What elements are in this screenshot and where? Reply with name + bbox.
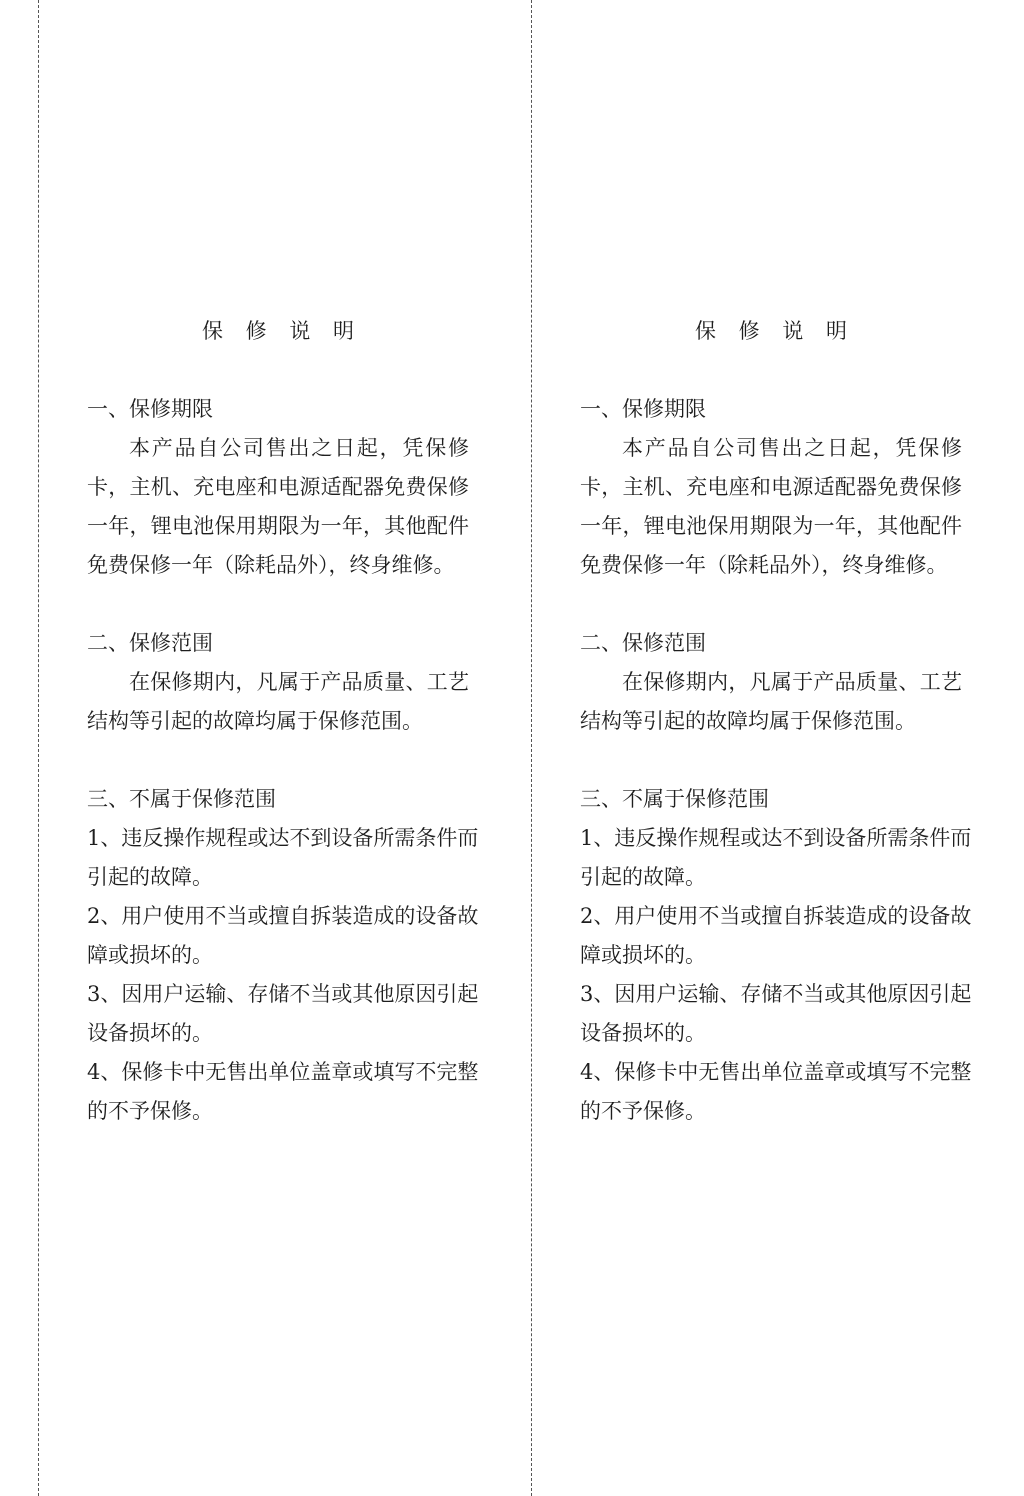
section-warranty-period xyxy=(580,390,980,585)
section-heading: 三、不属于保修范围 xyxy=(580,787,769,811)
exclusion-item: 2、用户使用不当或擅自拆装造成的设备故障或损坏的。 xyxy=(87,904,479,967)
section-body: 在保修期内，凡属于产品质量、工艺结构等引起的故障均属于保修范围。 xyxy=(87,670,469,733)
section-heading: 二、保修范围 xyxy=(87,631,213,655)
section-warranty-scope xyxy=(87,624,487,741)
section-body: 本产品自公司售出之日起，凭保修卡，主机、充电座和电源适配器免费保修一年，锂电池保用期限为一年，其他配件免费保修一年（除耗品外），终身维修。 xyxy=(580,436,962,577)
section-body: 在保修期内，凡属于产品质量、工艺结构等引起的故障均属于保修范围。 xyxy=(580,670,962,733)
exclusion-item: 1、违反操作规程或达不到设备所需条件而引起的故障。 xyxy=(580,826,972,889)
card-title: 保 修 说 明 xyxy=(694,319,856,343)
section-warranty-scope xyxy=(580,624,980,741)
exclusion-item: 3、因用户运输、存储不当或其他原因引起设备损坏的。 xyxy=(87,982,479,1045)
section-body: 本产品自公司售出之日起，凭保修卡，主机、充电座和电源适配器免费保修一年，锂电池保用期限为一年，其他配件免费保修一年（除耗品外），终身维修。 xyxy=(87,436,469,577)
section-exclusions xyxy=(580,780,980,1131)
card-title: 保 修 说 明 xyxy=(201,319,363,343)
section-heading: 一、保修期限 xyxy=(87,397,213,421)
section-heading: 三、不属于保修范围 xyxy=(87,787,276,811)
exclusion-item: 4、保修卡中无售出单位盖章或填写不完整的不予保修。 xyxy=(580,1060,972,1123)
cut-line-middle xyxy=(531,0,532,1496)
exclusion-item: 2、用户使用不当或擅自拆装造成的设备故障或损坏的。 xyxy=(580,904,972,967)
section-warranty-period xyxy=(87,390,487,585)
section-heading: 一、保修期限 xyxy=(580,397,706,421)
exclusion-item: 3、因用户运输、存储不当或其他原因引起设备损坏的。 xyxy=(580,982,972,1045)
section-heading: 二、保修范围 xyxy=(580,631,706,655)
section-exclusions xyxy=(87,780,487,1131)
warranty-card-left xyxy=(87,312,487,1170)
cut-line-left xyxy=(38,0,39,1496)
exclusion-item: 4、保修卡中无售出单位盖章或填写不完整的不予保修。 xyxy=(87,1060,479,1123)
warranty-card-right xyxy=(580,312,980,1170)
exclusion-item: 1、违反操作规程或达不到设备所需条件而引起的故障。 xyxy=(87,826,479,889)
